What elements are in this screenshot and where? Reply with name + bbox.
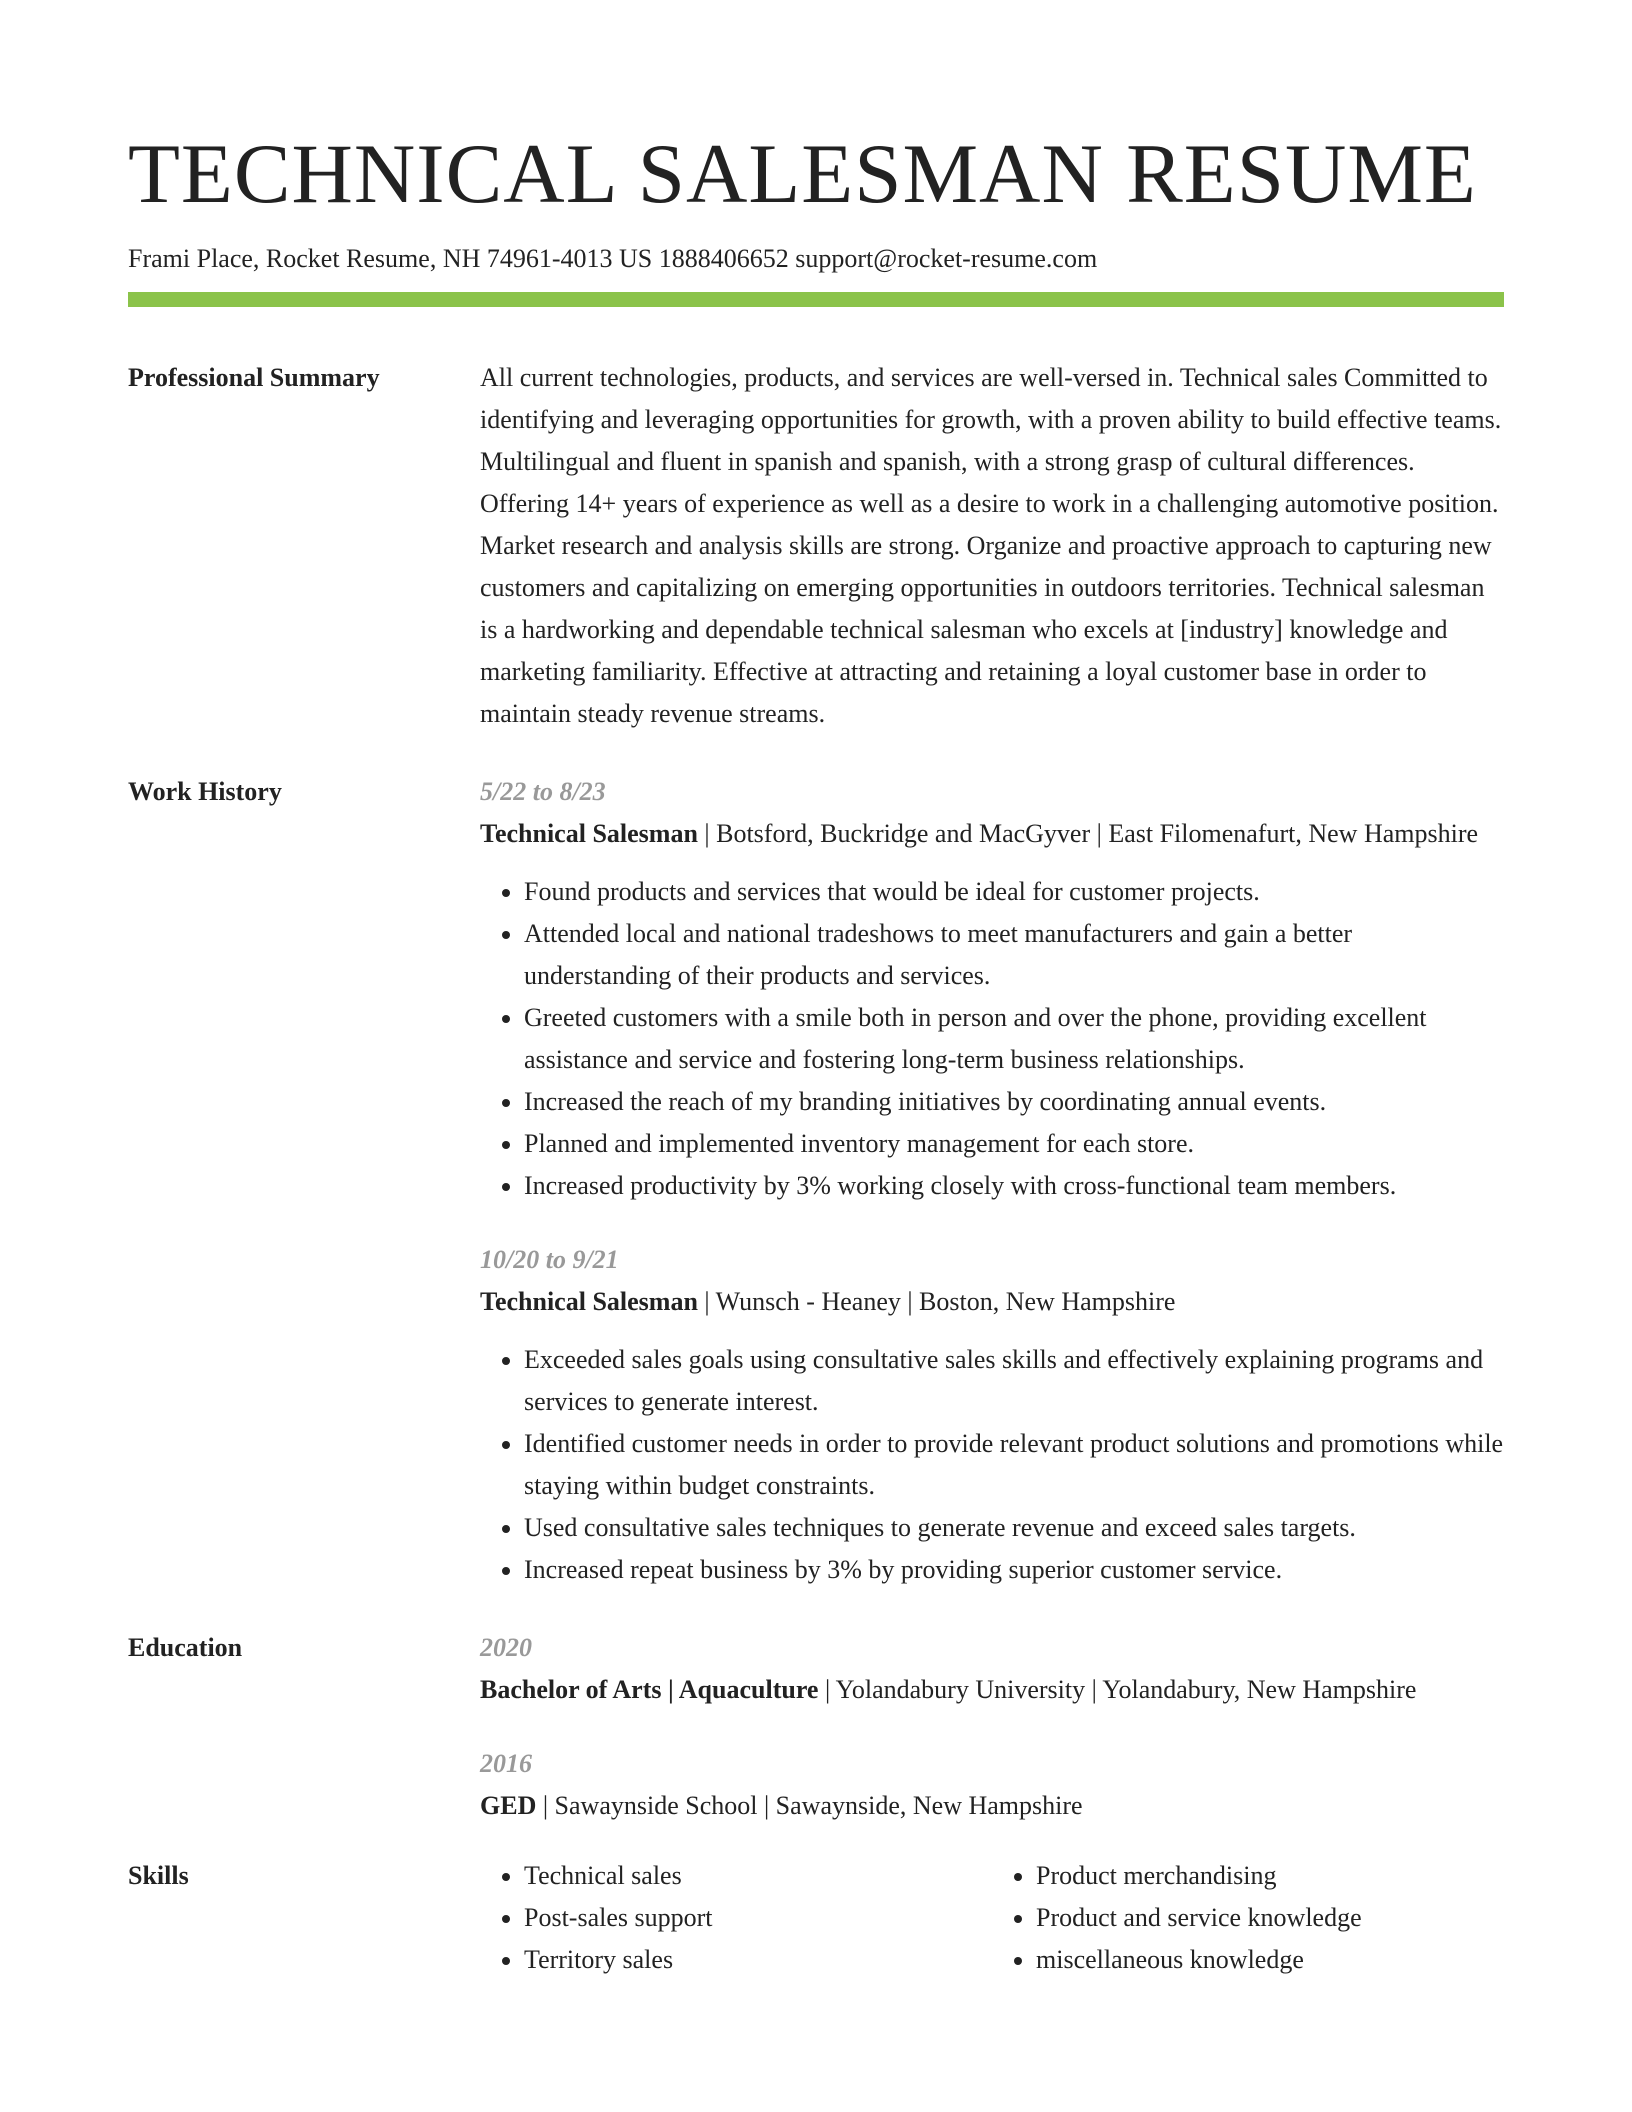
education-content <box>480 1627 1504 1827</box>
resume-page <box>128 118 1504 1981</box>
resume-title: TECHNICAL SALESMAN RESUME <box>128 127 1477 221</box>
education-date: 2016 <box>480 1749 532 1779</box>
skill-item: • miscellaneous knowledge <box>1036 1939 1504 1981</box>
job-bullet: • Exceeded sales goals using consultative sales skills and effectively explaining programs and services to generate interest. <box>524 1339 1504 1423</box>
skills-list-right <box>992 1855 1504 1981</box>
job-bullet: • Found products and services that would be ideal for customer projects. <box>524 871 1504 913</box>
section-label-summary: Professional Summary <box>128 363 380 393</box>
education-degree: Bachelor of Arts | Aquaculture <box>480 1675 819 1705</box>
job-date: 5/22 to 8/23 <box>480 777 606 807</box>
skill-item: • Post-sales support <box>524 1897 992 1939</box>
section-label-work: Work History <box>128 777 282 807</box>
education-school: | Yolandabury University | Yolandabury, New Hampshire <box>818 1675 1417 1705</box>
job-bullet: • Greeted customers with a smile both in person and over the phone, providing excellent assistance and service and fostering long-term business relationships. <box>524 997 1504 1081</box>
education-heading <box>480 1669 1504 1711</box>
skill-item: • Technical sales <box>524 1855 992 1897</box>
job-heading <box>480 813 1504 855</box>
education-date: 2020 <box>480 1633 532 1663</box>
job-bullet: • Increased productivity by 3% working closely with cross-functional team members. <box>524 1165 1504 1207</box>
accent-divider <box>128 292 1504 307</box>
skill-item: • Product and service knowledge <box>1036 1897 1504 1939</box>
section-label-skills: Skills <box>128 1861 189 1891</box>
summary-section <box>128 357 1504 735</box>
job-employer: | Botsford, Buckridge and MacGyver | East Filomenafurt, New Hampshire <box>697 819 1479 849</box>
job-date: 10/20 to 9/21 <box>480 1245 619 1275</box>
skill-item: • Territory sales <box>524 1939 992 1981</box>
education-entry <box>480 1743 1504 1827</box>
job-bullet: • Planned and implemented inventory management for each store. <box>524 1123 1504 1165</box>
job-bullet: • Attended local and national tradeshows to meet manufacturers and gain a better understanding of their products and services. <box>524 913 1504 997</box>
job-entry <box>480 1239 1504 1591</box>
job-bullets <box>480 1339 1504 1591</box>
skill-item: • Product merchandising <box>1036 1855 1504 1897</box>
skills-content <box>480 1855 1504 1981</box>
summary-text: All current technologies, products, and services are well-versed in. Technical sales Committed to identifying and leveraging opportunities for growth, with a proven ability to build effective teams. Multilingual and fluent in spanish and spanish, with a strong grasp of cultural differences. Offering 14+ years of experience as well as a desire to work in a challenging automotive position. Market research and analysis skills are strong. Organize and proactive approach to capturing new customers and capitalizing on emerging opportunities in outdoors territories. Technical salesman is a hardworking and dependable technical salesman who excels at [industry] knowledge and marketing familiarity. Effective at attracting and retaining a loyal customer base in order to maintain steady revenue streams. <box>480 363 1502 729</box>
job-bullets <box>480 871 1504 1207</box>
job-heading <box>480 1281 1504 1323</box>
job-entry <box>480 771 1504 1207</box>
education-heading <box>480 1785 1504 1827</box>
contact-line: Frami Place, Rocket Resume, NH 74961-4013 US 1888406652 support@rocket-resume.com <box>128 244 1098 273</box>
job-employer: | Wunsch - Heaney | Boston, New Hampshire <box>697 1287 1176 1317</box>
education-degree: GED <box>480 1791 537 1821</box>
skills-list-left <box>480 1855 992 1981</box>
job-title: Technical Salesman <box>480 819 698 849</box>
skills-section <box>128 1855 1504 1981</box>
job-bullet: • Increased the reach of my branding initiatives by coordinating annual events. <box>524 1081 1504 1123</box>
job-title: Technical Salesman <box>480 1287 698 1317</box>
job-bullet: • Increased repeat business by 3% by providing superior customer service. <box>524 1549 1504 1591</box>
education-entry <box>480 1627 1504 1711</box>
job-bullet: • Used consultative sales techniques to generate revenue and exceed sales targets. <box>524 1507 1504 1549</box>
work-history-content <box>480 771 1504 1591</box>
education-section <box>128 1627 1504 1827</box>
education-school: | Sawaynside School | Sawaynside, New Hampshire <box>536 1791 1083 1821</box>
section-label-education: Education <box>128 1633 243 1663</box>
job-bullet: • Identified customer needs in order to provide relevant product solutions and promotions while staying within budget constraints. <box>524 1423 1504 1507</box>
work-history-section <box>128 771 1504 1591</box>
